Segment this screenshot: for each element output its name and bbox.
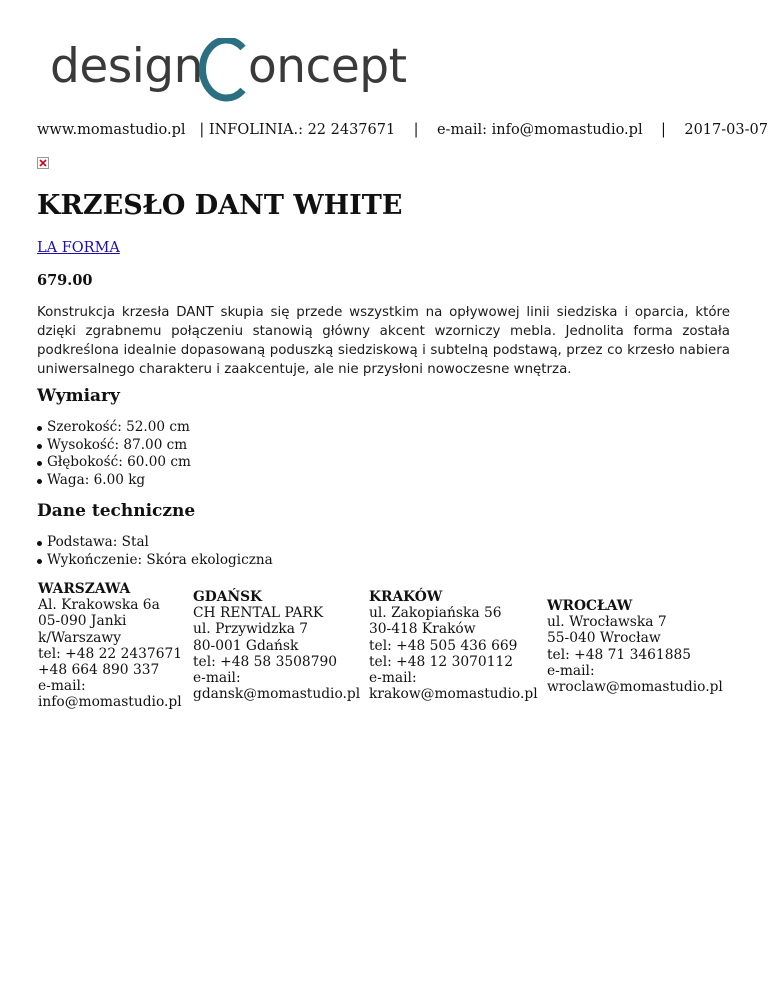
broken-image-icon bbox=[37, 157, 49, 169]
office-line: k/Warszawy bbox=[38, 629, 121, 646]
list-item: Podstawa: Stal bbox=[37, 534, 273, 552]
office-line: 05-090 Janki bbox=[38, 613, 127, 630]
list-item: Szerokość: 52.00 cm bbox=[37, 419, 191, 437]
office-line: e-mail: bbox=[369, 670, 417, 687]
technical-heading: Dane techniczne bbox=[37, 501, 196, 521]
office-city: WROCŁAW bbox=[547, 598, 633, 614]
logo-text-design: design bbox=[50, 39, 203, 94]
office-city: KRAKÓW bbox=[369, 589, 443, 605]
separator: | bbox=[413, 122, 419, 138]
logo-c-ring-icon bbox=[202, 40, 243, 98]
office-gdansk bbox=[193, 589, 363, 702]
contact-bar bbox=[37, 122, 768, 138]
office-wroclaw bbox=[547, 598, 747, 695]
office-line: e-mail: bbox=[547, 662, 595, 679]
office-email[interactable]: info@momastudio.pl bbox=[38, 694, 182, 711]
office-email[interactable]: krakow@momastudio.pl bbox=[369, 686, 538, 703]
office-line: tel: +48 505 436 669 bbox=[369, 637, 518, 654]
product-price: 679.00 bbox=[37, 272, 93, 289]
list-item: Głębokość: 60.00 cm bbox=[37, 454, 191, 472]
office-warszawa bbox=[38, 581, 186, 711]
office-line: 30-418 Kraków bbox=[369, 621, 476, 638]
office-line: Al. Krakowska 6a bbox=[38, 597, 160, 614]
logo-text-oncept: oncept bbox=[248, 39, 407, 94]
website-link[interactable]: www.momastudio.pl bbox=[37, 122, 186, 138]
separator: | bbox=[661, 122, 666, 138]
date-text: 2017-03-07 bbox=[684, 122, 768, 138]
office-line: ul. Zakopiańska 56 bbox=[369, 605, 502, 622]
email-text: e-mail: info@momastudio.pl bbox=[436, 122, 643, 138]
office-city: WARSZAWA bbox=[38, 581, 131, 597]
office-line: tel: +48 71 3461885 bbox=[547, 646, 692, 663]
brand-link[interactable]: LA FORMA bbox=[37, 240, 120, 256]
office-line: CH RENTAL PARK bbox=[193, 605, 324, 622]
infolinia-text: | INFOLINIA.: 22 2437671 bbox=[199, 122, 396, 138]
office-line: 55-040 Wrocław bbox=[547, 630, 661, 647]
product-description: Konstrukcja krzesła DANT skupia się przede wszystkim na opływowej linii siedziska i oparcia, które dzięki zgrabnemu połączeniu stanowią główny akcent wzorniczy mebla. Jednolita forma została podkreślona idealnie dopasowaną poduszką siedziskową i subtelną podstawą, przez co krzesło nabiera uniwersalnego charakteru i zaakcentuje, ale nie przysłoni nowoczesne wnętrza. bbox=[37, 305, 730, 377]
technical-list bbox=[37, 534, 273, 569]
office-line: ul. Przywidzka 7 bbox=[193, 621, 309, 638]
office-krakow bbox=[369, 589, 539, 702]
office-line: tel: +48 58 3508790 bbox=[193, 653, 338, 670]
dimensions-heading: Wymiary bbox=[37, 386, 120, 406]
office-line: tel: +48 22 2437671 bbox=[38, 645, 183, 662]
product-title: KRZESŁO DANT WHITE bbox=[37, 190, 403, 221]
dimensions-list bbox=[37, 419, 191, 489]
list-item: Waga: 6.00 kg bbox=[37, 472, 191, 490]
office-line: +48 664 890 337 bbox=[38, 662, 160, 679]
office-line: ul. Wrocławska 7 bbox=[547, 614, 667, 631]
office-line: tel: +48 12 3070112 bbox=[369, 653, 514, 670]
office-line: e-mail: bbox=[193, 670, 241, 687]
office-city: GDAŃSK bbox=[193, 589, 263, 605]
office-email[interactable]: gdansk@momastudio.pl bbox=[193, 686, 361, 703]
office-line: 80-001 Gdańsk bbox=[193, 637, 299, 654]
office-email[interactable]: wroclaw@momastudio.pl bbox=[547, 679, 723, 696]
list-item: Wykończenie: Skóra ekologiczna bbox=[37, 552, 273, 570]
design-concept-logo[interactable] bbox=[50, 38, 410, 102]
office-line: e-mail: bbox=[38, 678, 86, 695]
list-item: Wysokość: 87.00 cm bbox=[37, 437, 191, 455]
